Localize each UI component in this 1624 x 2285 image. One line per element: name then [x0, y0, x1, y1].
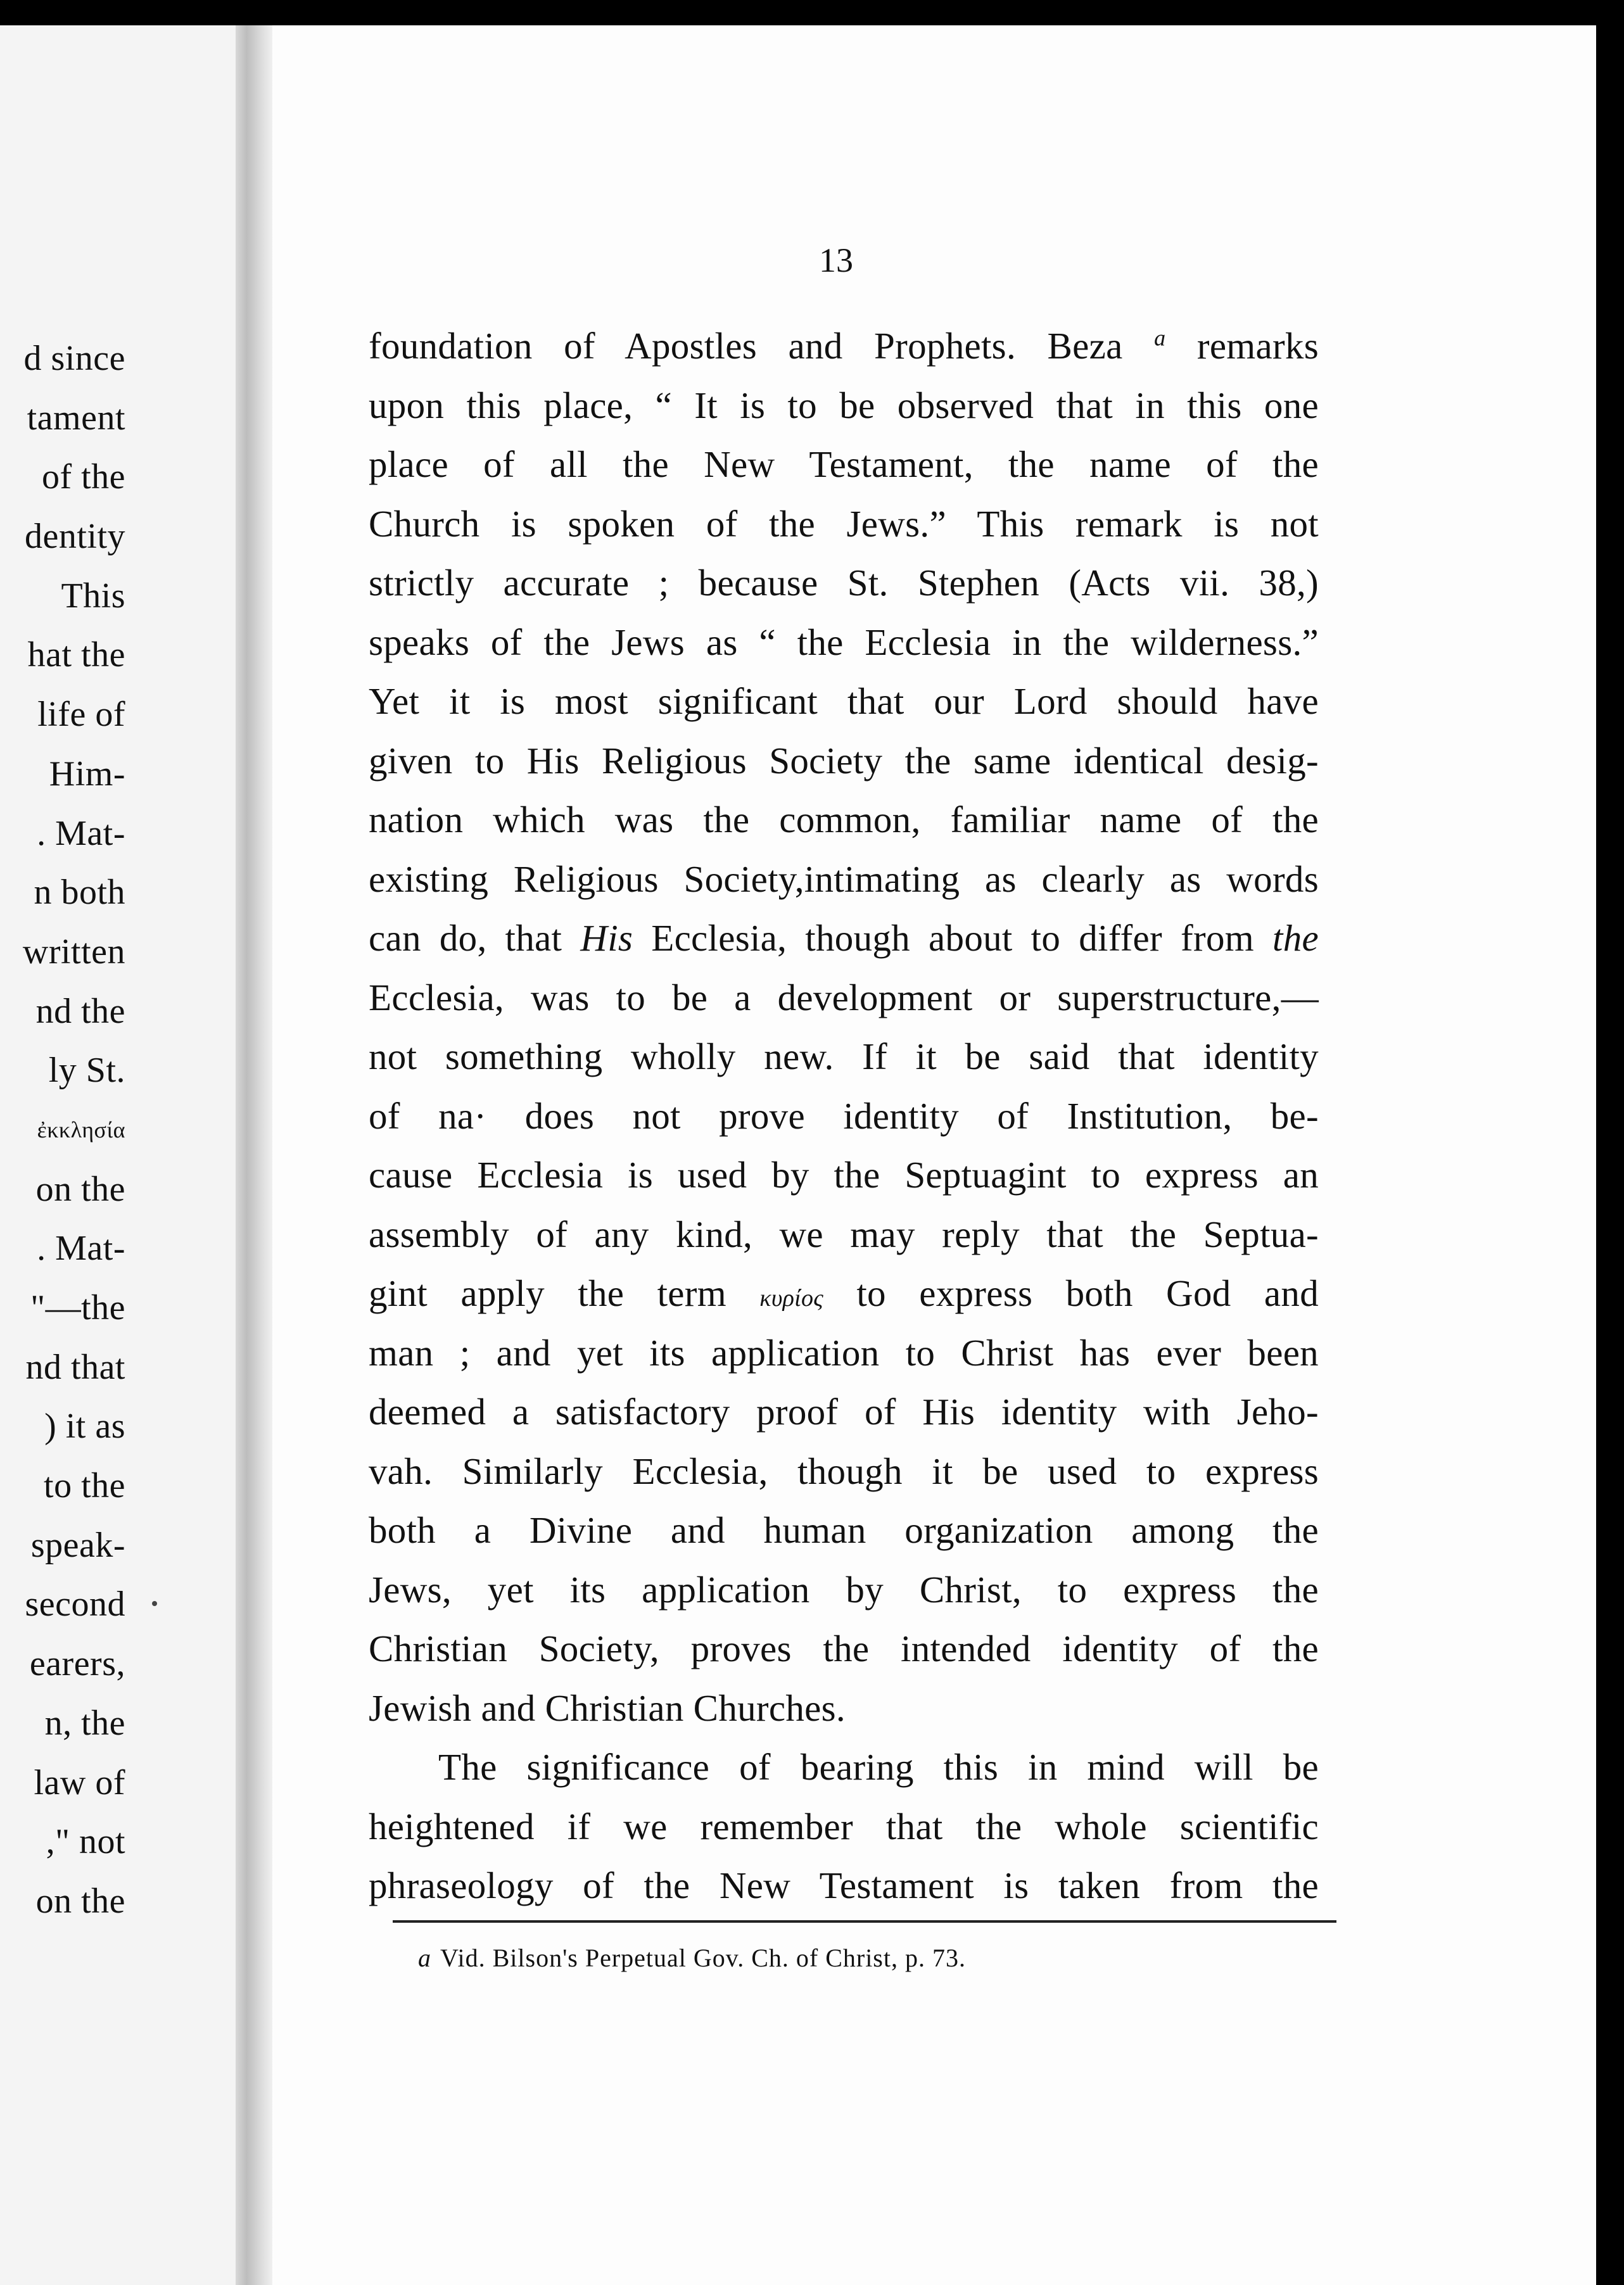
body-line: Ecclesia, was to be a development or superstructure,— — [369, 976, 1319, 1018]
body-line: Jewish and Christian Churches. — [369, 1687, 846, 1729]
line-segment: to express both God and — [823, 1272, 1319, 1314]
left-page-line: hat the — [27, 635, 125, 675]
book-gutter — [236, 25, 272, 2285]
body-line: upon this place, “ It is to be observed that in this one — [369, 384, 1319, 426]
footnote-reference: a — [1154, 325, 1166, 351]
line-segment: can do, that — [369, 917, 581, 959]
greek-word: κυρίος — [759, 1285, 823, 1312]
body-line: not something wholly new. If it be said that identity — [369, 1035, 1319, 1077]
line-segment: foundation of Apostles and Prophets. Beza — [369, 325, 1155, 367]
ink-speck — [152, 1601, 157, 1606]
line-segment: Ecclesia, though about to differ from — [633, 917, 1273, 959]
body-line: strictly accurate ; because St. Stephen (Acts vii. 38,) — [369, 562, 1319, 604]
left-page-line: tament — [27, 398, 125, 438]
body-line: existing Religious Society,intimating as clearly as words — [369, 858, 1319, 900]
body-line: Yet it is most significant that our Lord should have — [369, 680, 1319, 722]
left-page-line: law of — [34, 1763, 125, 1802]
body-line: given to His Religious Society the same identical desig- — [369, 739, 1319, 782]
italic-word: the — [1272, 917, 1319, 959]
body-line: man ; and yet its application to Christ has ever been — [369, 1331, 1319, 1374]
left-page-line: of the — [41, 457, 125, 497]
body-text — [369, 317, 1319, 1916]
left-page-line: dentity — [24, 517, 125, 557]
left-page-line: nd that — [25, 1347, 125, 1387]
body-line — [369, 317, 1319, 376]
footnote-mark: a — [418, 1944, 431, 1972]
body-line: phraseology of the New Testament is taken from the — [369, 1864, 1319, 1906]
body-line: place of all the New Testament, the name of the — [369, 443, 1319, 485]
left-page-line: n both — [34, 873, 125, 913]
body-line: Church is spoken of the Jews.” This remark is not — [369, 502, 1319, 545]
left-page-line: on the — [35, 1169, 125, 1209]
left-page-line: n, the — [44, 1703, 125, 1743]
body-line: cause Ecclesia is used by the Septuagint to express an — [369, 1154, 1319, 1196]
footnote-rule — [393, 1920, 1336, 1923]
left-page-line: speak- — [30, 1525, 125, 1565]
left-page-line: "—the — [30, 1288, 125, 1327]
left-page-line: ) it as — [44, 1407, 125, 1446]
left-page-line: ἐκκλησία — [37, 1117, 125, 1142]
body-line: vah. Similarly Ecclesia, though it be used to express — [369, 1450, 1319, 1492]
left-page-line: to the — [44, 1466, 125, 1506]
italic-word: His — [580, 917, 633, 959]
left-page-line: on the — [35, 1881, 125, 1921]
left-page-line: . Mat- — [37, 813, 125, 853]
body-line: Christian Society, proves the intended identity of the — [369, 1628, 1319, 1669]
body-line: speaks of the Jews as “ the Ecclesia in the wilderness.” — [369, 621, 1319, 663]
footnote-text: Vid. Bilson's Perpetual Gov. Ch. of Christ, p. 73. — [440, 1944, 966, 1972]
left-page-line: This — [61, 576, 125, 616]
left-page-line: . Mat- — [37, 1229, 125, 1269]
body-line: Jews, yet its application by Christ, to express the — [369, 1568, 1319, 1611]
left-page-line: second — [25, 1585, 125, 1624]
left-page — [0, 25, 241, 2285]
body-line: heightened if we remember that the whole scientific — [369, 1805, 1319, 1847]
left-page-line: life of — [37, 695, 125, 735]
left-page-line: nd the — [35, 991, 125, 1031]
body-line: The significance of bearing this in mind will be — [438, 1746, 1319, 1788]
body-line: of na· does not prove identity of Institution, be- — [369, 1094, 1319, 1137]
left-page-line: earers, — [29, 1644, 125, 1684]
body-line — [369, 909, 1319, 968]
body-line: nation which was the common, familiar name of the — [369, 799, 1319, 840]
left-page-line: Him- — [49, 754, 125, 794]
page-number: 13 — [819, 241, 853, 279]
left-page-line: ," not — [46, 1822, 125, 1862]
left-page-line: d since — [23, 339, 125, 378]
line-segment: remarks — [1165, 325, 1319, 367]
left-page-line: ly St. — [48, 1051, 125, 1091]
footnote — [418, 1939, 1305, 1977]
body-line: both a Divine and human organization among the — [369, 1509, 1319, 1551]
left-page-text — [0, 329, 125, 1932]
left-page-line: written — [22, 932, 125, 972]
body-line: assembly of any kind, we may reply that the Septua- — [369, 1213, 1319, 1255]
line-segment: gint apply the term — [369, 1272, 760, 1314]
body-line — [369, 1264, 1319, 1324]
body-line: deemed a satisfactory proof of His identity with Jeho- — [369, 1391, 1319, 1433]
scan-edge — [1596, 0, 1624, 2285]
